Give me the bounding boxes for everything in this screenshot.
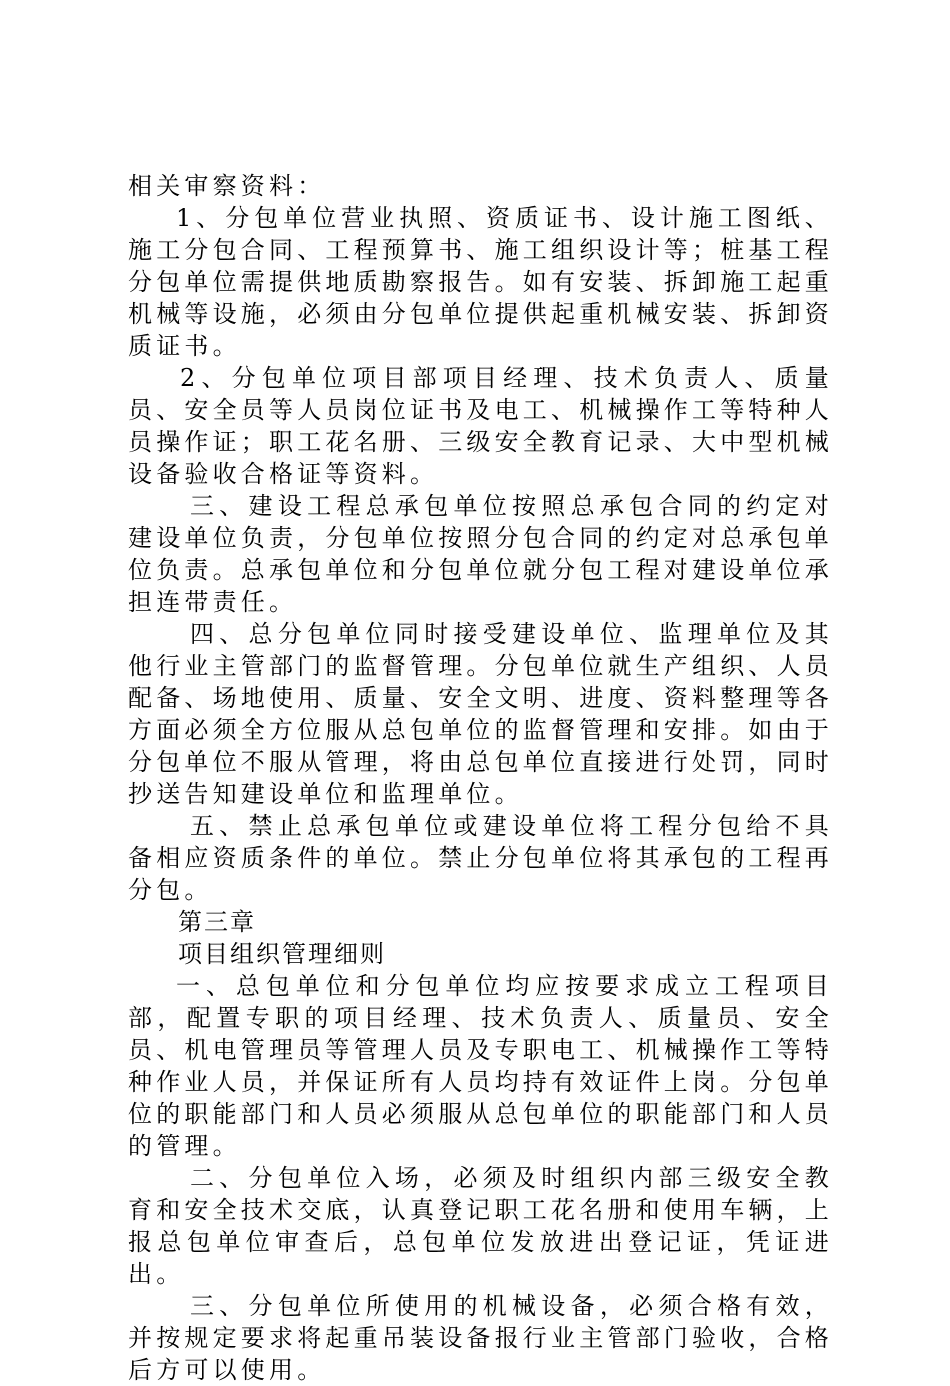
chapter-title: 第三章 — [178, 908, 256, 936]
document-body — [128, 170, 833, 1386]
paragraph-2: 2、分包单位项目部项目经理、技术负责人、质量员、安全员等人员岗位证书及电工、机械操作工等特种人员操作证；职工花名册、三级安全教育记录、大中型机械设备验收合格证等资料。 — [128, 364, 833, 488]
chapter-paragraph-2: 二、分包单位入场，必须及时组织内部三级安全教育和安全技术交底，认真登记职工花名册和使用车辆，上报总包单位审查后，总包单位发放进出登记证，凭证进出。 — [128, 1164, 833, 1288]
paragraph-3: 三、建设工程总承包单位按照总承包合同的约定对建设单位负责，分包单位按照分包合同的约定对总承包单位负责。总承包单位和分包单位就分包工程对建设单位承担连带责任。 — [128, 492, 833, 616]
paragraph-1: 1、分包单位营业执照、资质证书、设计施工图纸、施工分包合同、工程预算书、施工组织设计等；桩基工程分包单位需提供地质勘察报告。如有安装、拆卸施工起重机械等设施，必须由分包单位提供起重机械安装、拆卸资质证书。 — [128, 204, 833, 360]
chapter-paragraph-3: 三、分包单位所使用的机械设备，必须合格有效，并按规定要求将起重吊装设备报行业主管部门验收，合格后方可以使用。 — [128, 1292, 833, 1384]
section-title: 项目组织管理细则 — [178, 940, 386, 968]
paragraph-5: 五、禁止总承包单位或建设单位将工程分包给不具备相应资质条件的单位。禁止分包单位将其承包的工程再分包。 — [128, 812, 833, 904]
paragraph-4: 四、总分包单位同时接受建设单位、监理单位及其他行业主管部门的监督管理。分包单位就生产组织、人员配备、场地使用、质量、安全文明、进度、资料整理等各方面必须全方位服从总包单位的监督管理和安排。如由于分包单位不服从管理，将由总包单位直接进行处罚，同时抄送告知建设单位和监理单位。 — [128, 620, 833, 808]
intro-line: 相关审察资料： — [128, 172, 326, 200]
chapter-paragraph-1: 一、总包单位和分包单位均应按要求成立工程项目部，配置专职的项目经理、技术负责人、质量员、安全员、机电管理员等管理人员及专职电工、机械操作工等特种作业人员，并保证所有人员均持有效证件上岗。分包单位的职能部门和人员必须服从总包单位的职能部门和人员的管理。 — [128, 972, 833, 1160]
